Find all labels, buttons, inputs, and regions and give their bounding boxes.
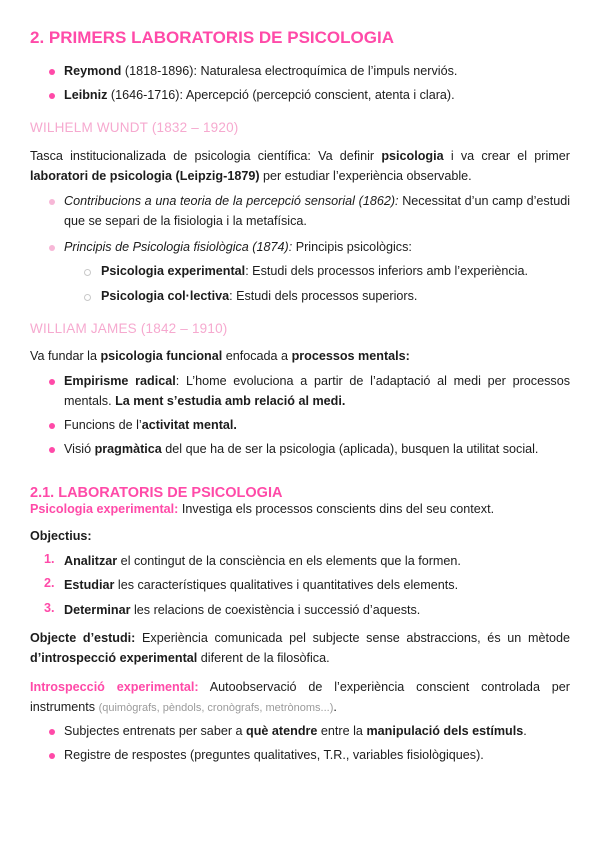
paragraph: Tasca institucionalizada de psicologia científica: Va definir psicologia i va crear el primer laboratori de psicologia (Leipzig-1879) per estudiar l’experiència observable. [30, 149, 570, 183]
person-heading-wundt: WILHELM WUNDT (1832 – 1920) [30, 120, 239, 135]
bullet-icon [49, 245, 55, 251]
bullet-icon [49, 93, 55, 99]
bullet-icon [49, 753, 55, 759]
list-item: Psicologia col·lectiva: Estudi dels processos superiors. [101, 289, 418, 303]
list-item: Subjectes entrenats per saber a què atendre entre la manipulació dels estímuls. [64, 724, 527, 738]
list-number: 3. [44, 601, 55, 615]
objectives-label: Objectius: [30, 529, 92, 543]
subsection-title: 2.1. LABORATORIS DE PSICOLOGIA [30, 485, 283, 501]
person-heading-james: WILLIAM JAMES (1842 – 1910) [30, 321, 228, 336]
bullet-icon [49, 379, 55, 385]
list-item: Psicologia experimental: Estudi dels processos inferiors amb l’experiència. [101, 264, 528, 278]
list-item: Funcions de l’activitat mental. [64, 418, 237, 432]
bullet-icon [49, 199, 55, 205]
paragraph: Va fundar la psicologia funcional enfocada a processos mentals: [30, 349, 410, 363]
bullet-icon [49, 729, 55, 735]
list-item: Visió pragmàtica del que ha de ser la psicologia (aplicada), busquen la utilitat social. [64, 442, 539, 456]
sub-bullet-icon [84, 269, 91, 276]
list-item: Estudiar les característiques qualitatives i quantitatives dels elements. [64, 578, 459, 592]
list-item: Analitzar el contingut de la consciència en els elements que la formen. [64, 554, 461, 568]
list-number: 1. [44, 552, 55, 566]
sub-bullet-icon [84, 294, 91, 301]
list-item: Reymond (1818-1896): Naturalesa electroquímica de l’impuls nerviós. [64, 64, 458, 78]
list-item: Empirisme radical: L’home evoluciona a partir de l’adaptació al medi per processos mentals. La ment s’estudia amb relació al medi. [64, 374, 570, 408]
bullet-icon [49, 447, 55, 453]
paragraph: Objecte d’estudi: Experiència comunicada pel subjecte sense abstraccions, és un mètode d’introspecció experimental diferent de la filosòfica. [30, 631, 570, 665]
list-item: Registre de respostes (preguntes qualitatives, T.R., variables fisiològiques). [64, 748, 484, 762]
bullet-icon [49, 69, 55, 75]
paragraph: Introspecció experimental: Autoobservació de l’experiència conscient controlada per instruments (quimògrafs, pèndols, cronògrafs, metrònoms...). [30, 680, 570, 714]
list-item: Contribucions a una teoria de la percepció sensorial (1862): Necessitat d’un camp d’estudi que se separi de la fisiologia i la metafísica. [64, 194, 571, 228]
paragraph: Psicologia experimental: Investiga els processos conscients dins del seu context. [30, 502, 495, 516]
bullet-icon [49, 423, 55, 429]
list-item: Leibniz (1646-1716): Apercepció (percepció conscient, atenta i clara). [64, 88, 455, 102]
list-number: 2. [44, 576, 55, 590]
section-title: 2. PRIMERS LABORATORIS DE PSICOLOGIA [30, 28, 394, 47]
list-item: Principis de Psicologia fisiològica (1874): Principis psicològics: [64, 240, 412, 254]
list-item: Determinar les relacions de coexistència i successió d’aquests. [64, 603, 421, 617]
